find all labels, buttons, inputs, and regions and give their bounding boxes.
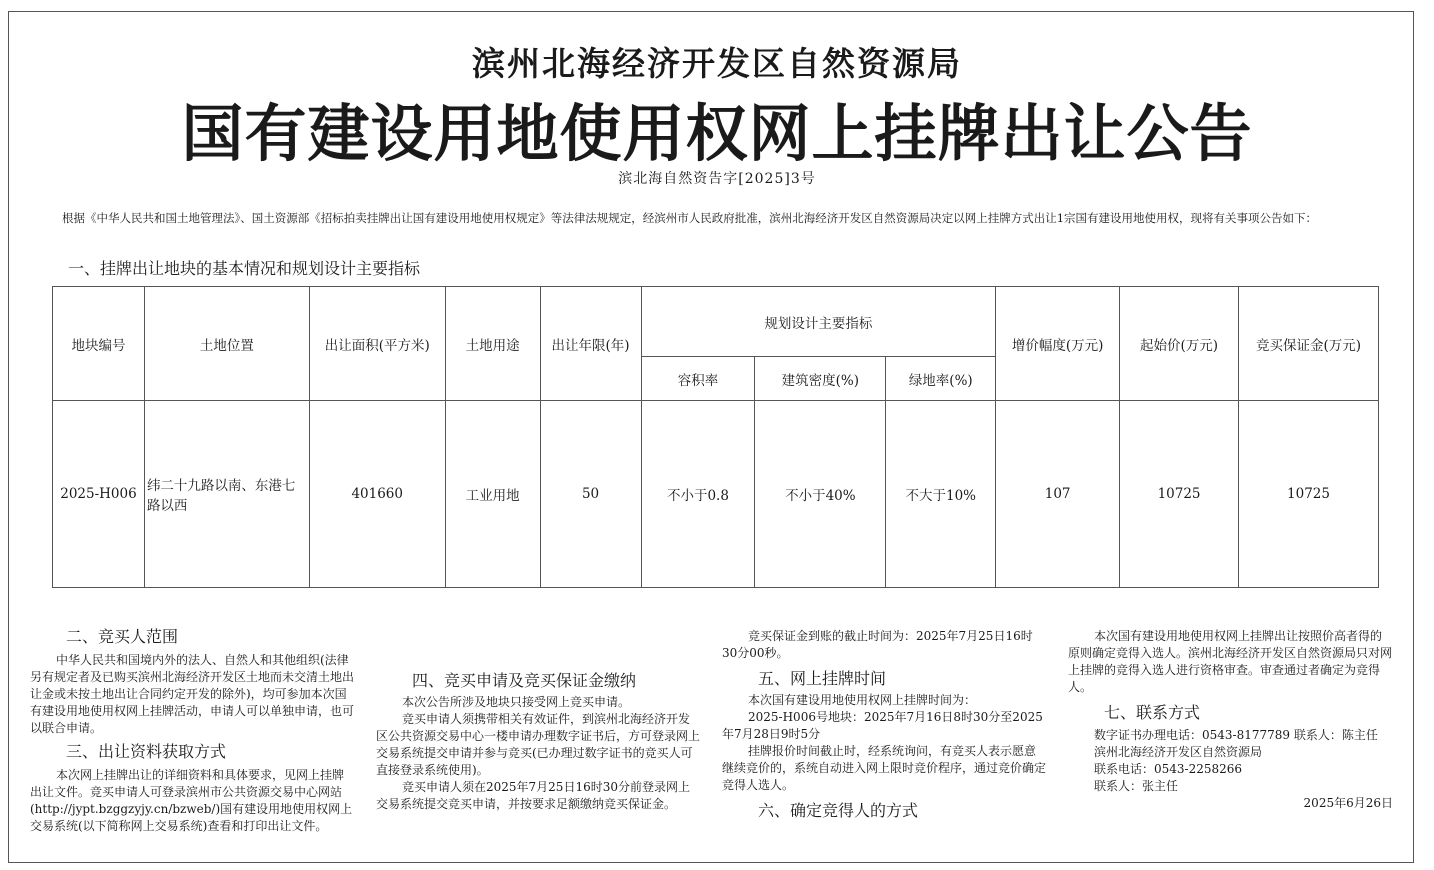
contact-line-4: 联系人：张主任	[1094, 779, 1179, 793]
cell-start-price: 10725	[1120, 401, 1239, 588]
page-title: 国有建设用地使用权网上挂牌出让公告	[181, 97, 1253, 170]
section-4-paragraph-3: 竞买申请人须在2025年7月25日16时30分前登录网上交易系统提交竞买申请，并按要求足额缴纳竞买保证金。	[376, 780, 690, 811]
text-column-4	[1068, 628, 1393, 812]
contact-line-2: 滨州北海经济开发区自然资源局	[1094, 745, 1263, 759]
section-2-paragraph: 中华人民共和国境内外的法人、自然人和其他组织(法律另有规定者及已购买滨州北海经济开发区土地而未交清土地出让金或未按土地出让合同约定开发的除外)，均可参加本次国有建设用地使用权网上挂牌活动，申请人可以单独申请，也可以联合申请。	[30, 653, 355, 735]
header-density: 建筑密度(%)	[755, 357, 886, 401]
cell-density: 不小于40%	[755, 401, 886, 588]
intro-paragraph: 根据《中华人民共和国土地管理法》、国土资源部《招标拍卖挂牌出让国有建设用地使用权规定》等法律法规规定，经滨州市人民政府批准，滨州北海经济开发区自然资源局决定以网上挂牌方式出让1宗国有建设用地使用权，现将有关事项公告如下：	[62, 211, 1318, 225]
cell-term: 50	[540, 401, 641, 588]
section-5-paragraph-3: 挂牌报价时间截止时，经系统询问，有竞买人表示愿意继续竞价的，系统自动进入网上限时竞价程序，通过竞价确定竞得人选人。	[722, 744, 1047, 792]
header-green: 绿地率(%)	[886, 357, 996, 401]
table-header-row	[53, 287, 1379, 357]
cell-area: 401660	[309, 401, 445, 588]
header-start-price: 起始价(万元)	[1120, 287, 1239, 401]
contact-line-3: 联系电话：0543-2258266	[1094, 762, 1243, 776]
document-number: 滨北海自然资告字[2025]3号	[618, 171, 816, 187]
cell-plot-no: 2025-H006	[53, 401, 145, 588]
header-term: 出让年限(年)	[540, 287, 641, 401]
cell-green: 不大于10%	[886, 401, 996, 588]
header-far: 容积率	[641, 357, 755, 401]
contact-line-1: 数字证书办理电话：0543-8177789 联系人：陈主任	[1094, 728, 1378, 742]
header-planning: 规划设计主要指标	[641, 287, 996, 357]
text-column-1	[30, 628, 355, 835]
announcement-date: 2025年6月26日	[1303, 796, 1393, 810]
section-3-paragraph: 本次网上挂牌出让的详细资料和具体要求，见网上挂牌出让文件。竞买申请人可登录滨州市公共资源交易中心网站(http://jypt.bzggzyjy.cn/bzweb/)国有建设用地使用权网上交易系统(以下简称网上交易系统)查看和打印出让文件。	[30, 768, 353, 833]
org-title: 滨州北海经济开发区自然资源局	[472, 44, 962, 83]
section-4-paragraph-4: 竞买保证金到账的截止时间为：2025年7月25日16时30分00秒。	[722, 629, 1033, 660]
cell-increment: 107	[996, 401, 1120, 588]
cell-deposit: 10725	[1239, 401, 1379, 588]
table-row	[53, 401, 1379, 588]
header-location: 土地位置	[144, 287, 309, 401]
section-5-paragraph-1: 本次国有建设用地使用权网上挂牌时间为：	[748, 693, 977, 707]
section-4-title: 四、竞买申请及竞买保证金缴纳	[412, 671, 637, 690]
section-1-title: 一、挂牌出让地块的基本情况和规划设计主要指标	[68, 259, 421, 278]
header-plot-no: 地块编号	[53, 287, 145, 401]
section-4-paragraph-2: 竞买申请人须携带相关有效证件，到滨州北海经济开发区公共资源交易中心一楼申请办理数字证书后，方可登录网上交易系统提交申请并参与竞买(已办理过数字证书的竞买人可直接登录系统使用)。	[376, 712, 701, 777]
text-column-2	[376, 628, 701, 813]
section-7-title: 七、联系方式	[1104, 703, 1201, 722]
section-3-title: 三、出让资料获取方式	[66, 742, 227, 761]
cell-far: 不小于0.8	[641, 401, 755, 588]
header-area: 出让面积(平方米)	[309, 287, 445, 401]
header-increment: 增价幅度(万元)	[996, 287, 1120, 401]
cell-use: 工业用地	[445, 401, 540, 588]
cell-location: 纬二十九路以南、东港七路以西	[144, 401, 309, 588]
section-6-title: 六、确定竞得人的方式	[758, 801, 919, 820]
header-use: 土地用途	[445, 287, 540, 401]
section-4-paragraph-1: 本次公告所涉及地块只接受网上竞买申请。	[402, 695, 631, 709]
section-2-title: 二、竞买人范围	[66, 627, 179, 646]
section-5-paragraph-2: 2025-H006号地块：2025年7月16日8时30分至2025年7月28日9时5分	[722, 710, 1043, 741]
section-6-paragraph: 本次国有建设用地使用权网上挂牌出让按照价高者得的原则确定竞得入选人。滨州北海经济开发区自然资源局只对网上挂牌的竞得入选人进行资格审查。审查通过者确定为竞得人。	[1068, 629, 1393, 694]
land-info-table	[52, 286, 1379, 588]
section-5-title: 五、网上挂牌时间	[758, 669, 887, 688]
header-deposit: 竞买保证金(万元)	[1239, 287, 1379, 401]
text-column-3	[722, 628, 1047, 819]
